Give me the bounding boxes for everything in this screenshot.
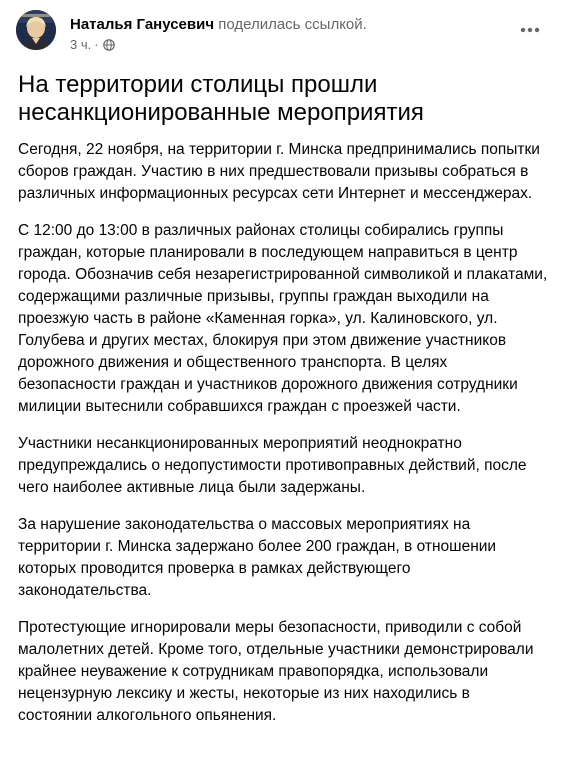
author-name-link[interactable]: Наталья Ганусевич — [70, 16, 215, 33]
meta-separator: · — [94, 37, 99, 52]
post-body — [18, 139, 548, 742]
post-timestamp[interactable]: 3 ч. — [70, 37, 92, 52]
post-paragraph: Протестующие игнорировали меры безопасности, приводили с собой малолетних детей. Кроме того, отдельные участники демонстрировали крайнее неуважение к сотрудникам правопорядка, использовали нецензурную лексику и жесты, некоторые из них находились в состоянии алкогольного опьянения. — [18, 619, 534, 724]
post-paragraph: За нарушение законодательства о массовых мероприятиях на территории г. Минска задержано более 200 граждан, в отношении которых проводится проверка в рамках действующего законодательства. — [18, 516, 497, 599]
post-action-text: поделилась ссылкой. — [218, 16, 367, 33]
author-line — [70, 15, 367, 34]
avatar-image — [16, 10, 56, 50]
globe-icon[interactable] — [103, 39, 115, 55]
more-options-icon[interactable] — [516, 20, 544, 40]
post-paragraph: Сегодня, 22 ноября, на территории г. Минска предпринимались попытки сборов граждан. Участию в них предшествовали призывы собраться в различных информационных ресурсах сети Интернет и мессенджерах. — [18, 141, 540, 202]
post-meta — [70, 37, 115, 55]
post-paragraph: Участники несанкционированных мероприятий неоднократно предупреждались о недопустимости противоправных действий, после чего наиболее активные лица были задержаны. — [18, 435, 527, 496]
post-title: На территории столицы прошли несанкционированные мероприятия — [18, 71, 424, 126]
post-header — [16, 10, 548, 58]
post-paragraph: С 12:00 до 13:00 в различных районах столицы собирались группы граждан, которые планировали в последующем направиться в центр города. Обозначив себя незарегистрированной символикой и плакатами, содержащими различные призывы, группы граждан выходили на проезжую часть в районе «Каменная горка», ул. Калиновского, ул. Голубева и других местах, блокируя при этом движение участников дорожного движения и общественного транспорта. В целях безопасности граждан и участников дорожного движения сотрудники милиции вытеснили собравшихся граждан с проезжей части. — [18, 222, 548, 415]
author-avatar[interactable] — [16, 10, 56, 50]
